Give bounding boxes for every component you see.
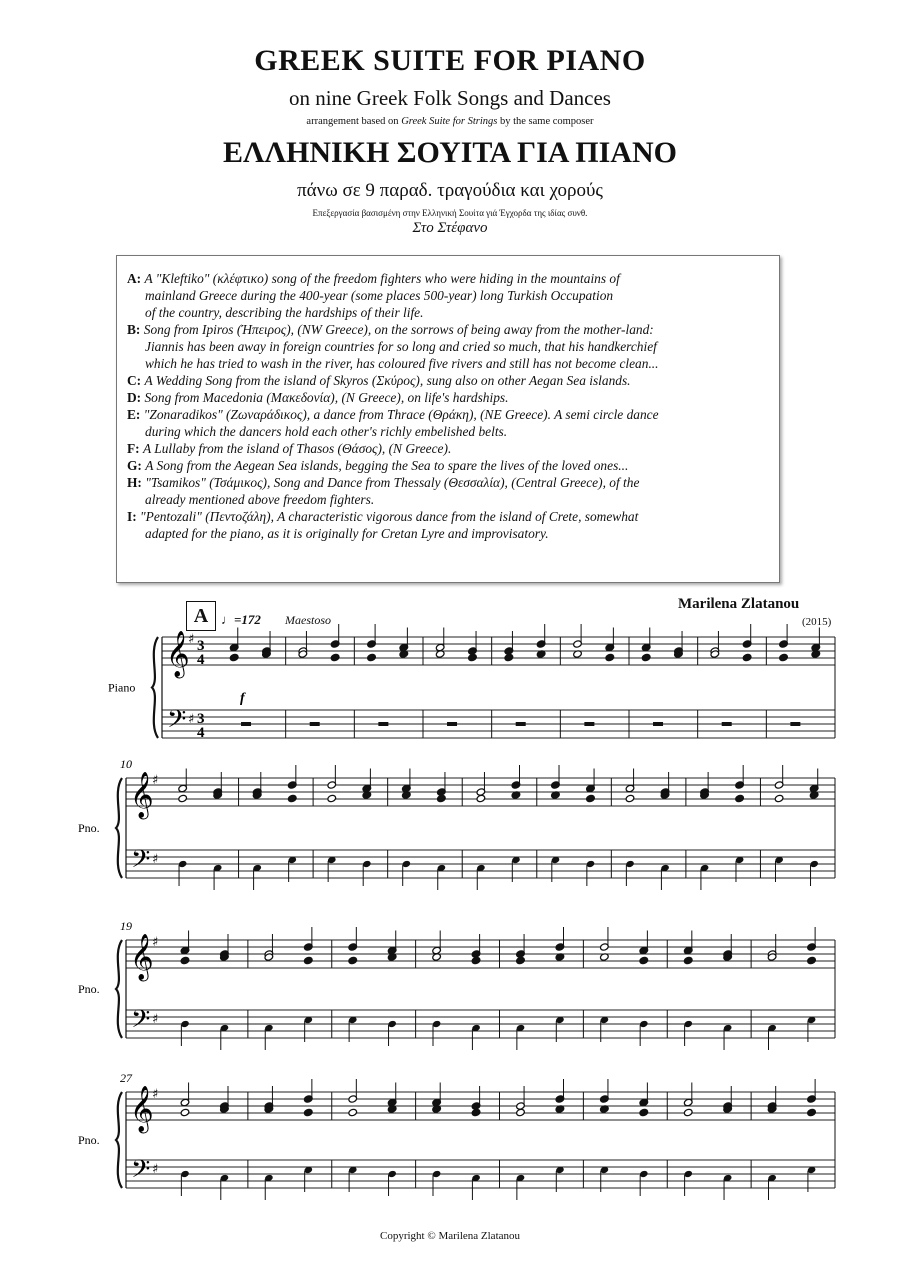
key-signature-sharp: ♯: [188, 712, 195, 727]
composition-year: (2015): [802, 616, 832, 628]
key-signature-sharp: ♯: [152, 773, 159, 788]
notehead: [742, 653, 752, 661]
note-label: D:: [127, 390, 145, 405]
notehead: [807, 1108, 817, 1116]
notehead: [437, 794, 447, 802]
note-label: C:: [127, 373, 145, 388]
notehead: [471, 1108, 481, 1116]
key-signature-sharp: ♯: [152, 1012, 159, 1027]
note-label: A:: [127, 271, 145, 286]
key-signature-sharp: ♯: [152, 935, 159, 950]
note-label: H:: [127, 475, 146, 490]
key-signature-sharp: ♯: [188, 632, 195, 647]
notehead: [330, 653, 340, 661]
notehead: [229, 653, 239, 661]
title-greek: ΕΛΛΗΝΙΚΗ ΣΟΥΙΤΑ ΓΙΑ ΠΙΑΝΟ: [223, 136, 677, 169]
notehead: [516, 1108, 526, 1116]
notehead: [586, 794, 596, 802]
composer-name: Marilena Zlatanou: [678, 596, 800, 612]
subtitle-english: on nine Greek Folk Songs and Dances: [289, 86, 611, 110]
rest: [310, 722, 320, 726]
note-line: during which the dancers hold each other's richly embelished belts.: [145, 424, 508, 439]
notehead: [639, 1108, 649, 1116]
notehead: [178, 794, 188, 802]
notehead: [683, 956, 693, 964]
rest: [241, 722, 251, 726]
key-signature-sharp: ♯: [152, 852, 159, 867]
arrangement-greek: Επεξεργασία βασισμένη στην Ελληνική Σουίτα γιά Έγχορδα της ιδίας συνθ.: [312, 208, 588, 218]
notehead: [476, 794, 486, 802]
notehead: [468, 653, 478, 661]
note-line: A "Kleftiko" (κλέφτικο) song of the freedom fighters who were hiding in the mountains of: [144, 271, 620, 286]
notehead: [807, 956, 817, 964]
note-line: which he has tried to wash in the river, has coloured five rivers and still has not become clean...: [145, 356, 659, 371]
notehead: [303, 1108, 313, 1116]
rest: [584, 722, 594, 726]
notehead: [504, 653, 514, 661]
note-line: of the country, describing the hardships of their life.: [145, 305, 424, 320]
notehead: [641, 653, 651, 661]
instrument-label: Piano: [108, 680, 136, 695]
tempo-text: Maestoso: [285, 613, 331, 627]
brace: [116, 940, 122, 1038]
note-label: B:: [127, 322, 144, 337]
treble-clef: 𝄞: [130, 934, 154, 980]
key-signature-sharp: ♯: [152, 1162, 159, 1177]
notehead: [625, 794, 635, 802]
time-signature-bottom: 4: [197, 725, 205, 741]
bass-clef: 𝄢: [131, 1155, 151, 1190]
arrangement-pre: arrangement based on: [306, 116, 402, 127]
note-label: G:: [127, 458, 146, 473]
notehead: [639, 956, 649, 964]
note-label: F:: [127, 441, 143, 456]
dedication: Στο Στέφανο: [412, 220, 488, 236]
note-line: A Lullaby from the island of Thasos (Θάσος), (N Greece).: [143, 441, 452, 456]
bass-clef: 𝄢: [131, 845, 151, 880]
brace: [152, 637, 158, 738]
brace: [116, 1092, 122, 1188]
measure-number: 27: [120, 1071, 132, 1085]
arrangement-post: by the same composer: [497, 116, 594, 127]
subtitle-greek: πάνω σε 9 παραδ. τραγούδια και χορούς: [297, 180, 603, 201]
treble-clef: 𝄞: [130, 1086, 154, 1132]
key-signature-sharp: ♯: [152, 1087, 159, 1102]
dynamic-marking: f: [240, 691, 245, 706]
brace: [116, 778, 122, 878]
notehead: [779, 653, 789, 661]
instrument-label: Pno.: [78, 982, 100, 996]
notehead: [348, 1108, 358, 1116]
note-line: "Pentozali" (Πεντοζάλη), A characteristic vigorous dance from the island of Crete, somewhat: [140, 509, 639, 524]
notehead: [287, 794, 297, 802]
note-label: I:: [127, 509, 141, 524]
instrument-label: Pno.: [78, 1133, 100, 1147]
notehead: [605, 653, 615, 661]
note-label: E:: [127, 407, 144, 422]
rest: [653, 722, 663, 726]
rest: [378, 722, 388, 726]
rest: [516, 722, 526, 726]
note-line: adapted for the piano, as it is originally for Cretan Lyre and improvisatory.: [145, 526, 549, 541]
notehead: [774, 794, 784, 802]
rest: [722, 722, 732, 726]
note-line: Jiannis has been away in foreign countries for so long and cried so much, that his handkerchief: [145, 339, 657, 354]
measure-number: 19: [120, 919, 132, 933]
rehearsal-mark: A: [186, 601, 216, 631]
bass-clef: 𝄢: [131, 1005, 151, 1040]
notehead: [180, 956, 190, 964]
rest: [447, 722, 457, 726]
measure-number: 10: [120, 757, 132, 771]
bass-clef: 𝄢: [167, 705, 187, 740]
notehead: [683, 1108, 693, 1116]
notehead: [303, 956, 313, 964]
note-line: A Song from the Aegean Sea islands, begging the Sea to spare the lives of the loved ones...: [145, 458, 629, 473]
notehead: [180, 1108, 190, 1116]
time-signature-bottom: 4: [197, 652, 205, 668]
instrument-label: Pno.: [78, 821, 100, 835]
note-line: "Tsamikos" (Τσάμικος), Song and Dance from Thessaly (Θεσσαλία), (Central Greece), of the: [145, 475, 640, 490]
rest: [790, 722, 800, 726]
notehead: [327, 794, 337, 802]
notehead: [516, 956, 526, 964]
treble-clef: 𝄞: [166, 631, 190, 677]
notehead: [471, 956, 481, 964]
note-line: mainland Greece during the 400-year (some places 500-year) long Turkish Occupation: [145, 288, 614, 303]
treble-clef: 𝄞: [130, 772, 154, 818]
note-line: A Wedding Song from the island of Skyros (Σκύρος), sung also on other Aegan Sea islands.: [144, 373, 631, 388]
notehead: [348, 956, 358, 964]
time-signature-top: 3: [197, 711, 205, 727]
notehead: [735, 794, 745, 802]
notehead: [367, 653, 377, 661]
arrangement-work: Greek Suite for Strings: [401, 116, 498, 127]
time-signature-top: 3: [197, 638, 205, 654]
note-line: already mentioned above freedom fighters.: [145, 492, 375, 507]
tempo-marking: ♩=172: [221, 612, 261, 627]
copyright: Copyright © Marilena Zlatanou: [379, 1230, 521, 1242]
title-english: GREEK SUITE FOR PIANO: [254, 44, 646, 77]
note-line: Song from Ipiros (Ήπειρος), (NW Greece), on the sorrows of being away from the mother-land:: [143, 322, 654, 337]
note-line: "Zonaradikos" (Ζωναράδικος), a dance from Thrace (Θράκη), (NE Greece). A semi circle dance: [143, 407, 659, 422]
note-line: Song from Macedonia (Μακεδονία), (N Greece), on life's hardships.: [144, 390, 509, 405]
